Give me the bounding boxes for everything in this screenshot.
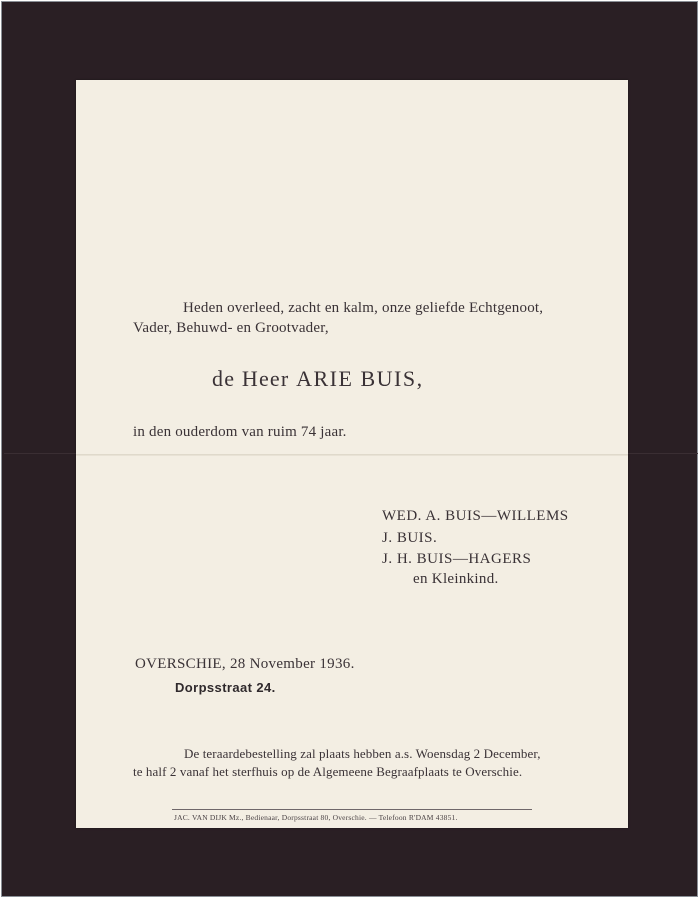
place-date: OVERSCHIE, 28 November 1936. — [135, 656, 355, 672]
intro-line-1: Heden overleed, zacht en kalm, onze geliefde Echtgenoot, — [183, 300, 544, 316]
intro-line-2: Vader, Behuwd- en Grootvader, — [133, 320, 329, 336]
printer-rule — [172, 809, 532, 810]
announcement-card — [76, 80, 628, 828]
funeral-line-1: De teraardebestelling zal plaats hebben a.s. Woensdag 2 December, — [184, 746, 541, 761]
deceased-name: ARIE BUIS, — [296, 366, 424, 391]
signatory-1: WED. A. BUIS—WILLEMS — [382, 508, 569, 524]
signatory-2: J. BUIS. — [382, 530, 438, 546]
deceased-prefix: de Heer — [212, 366, 290, 391]
address: Dorpsstraat 24. — [175, 680, 276, 695]
signatory-3: J. H. BUIS—HAGERS — [382, 551, 532, 567]
signatory-4: en Kleinkind. — [413, 571, 499, 587]
deceased-name-line — [212, 366, 424, 392]
age-line: in den ouderdom van ruim 74 jaar. — [133, 424, 347, 440]
mourning-card-sheet — [1, 1, 698, 897]
printer-imprint: JAC. VAN DIJK Mz., Bedienaar, Dorpsstraat 80, Overschie. — Telefoon R'DAM 43851. — [174, 813, 458, 822]
funeral-line-2: te half 2 vanaf het sterfhuis op de Algemeene Begraafplaats te Overschie. — [133, 764, 523, 779]
fold-line — [76, 454, 628, 456]
